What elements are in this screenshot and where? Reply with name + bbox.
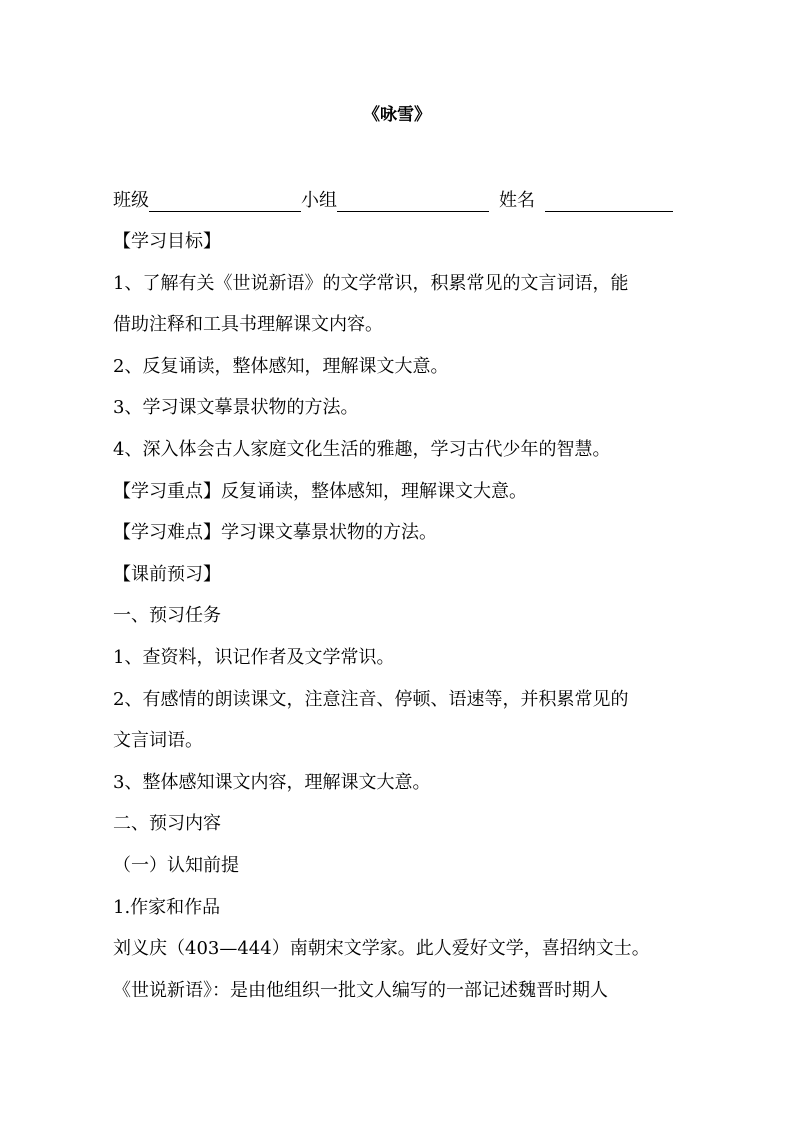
task-2: 2、有感情的朗读课文，注意注音、停顿、语速等，并积累常见的 — [113, 688, 629, 710]
task-2-cont: 文言词语。 — [113, 730, 203, 752]
document-body — [113, 228, 683, 1018]
class-blank[interactable] — [149, 191, 301, 212]
document-title: 《咏雪》 — [363, 105, 431, 125]
preview-content-heading: 二、预习内容 — [113, 813, 221, 835]
objective-2: 2、反复诵读，整体感知，理解课文大意。 — [113, 355, 449, 377]
objective-3: 3、学习课文摹景状物的方法。 — [113, 397, 359, 419]
objective-4: 4、深入体会古人家庭文化生活的雅趣，学习古代少年的智慧。 — [113, 438, 611, 460]
class-label: 班级 — [113, 190, 149, 211]
book-intro: 《世说新语》：是由他组织一批文人编写的一部记述魏晋时期人 — [113, 979, 608, 1001]
task-3: 3、整体感知课文内容，理解课文大意。 — [113, 771, 431, 793]
section-heading-objectives: 【学习目标】 — [113, 231, 221, 252]
objective-1-cont: 借助注释和工具书理解课文内容。 — [113, 314, 383, 336]
name-blank[interactable] — [545, 191, 673, 212]
key-point: 【学习重点】反复诵读，整体感知，理解课文大意。 — [113, 480, 527, 502]
cognitive-premise-heading: （一）认知前提 — [113, 854, 239, 876]
group-blank[interactable] — [337, 191, 489, 212]
section-heading-preview: 【课前预习】 — [113, 563, 221, 585]
author-intro: 刘义庆（403—444）南朝宋文学家。此人爱好文学，喜招纳文士。 — [113, 938, 650, 960]
author-works-heading: 1.作家和作品 — [113, 896, 221, 918]
name-label: 姓名 — [499, 190, 535, 211]
preview-tasks-heading: 一、预习任务 — [113, 605, 221, 627]
difficult-point: 【学习难点】学习课文摹景状物的方法。 — [113, 522, 437, 544]
group-label: 小组 — [301, 190, 337, 211]
task-1: 1、查资料，识记作者及文学常识。 — [113, 646, 395, 668]
objective-1: 1、了解有关《世说新语》的文学常识，积累常见的文言词语，能 — [113, 272, 629, 294]
student-info-row — [113, 186, 683, 212]
